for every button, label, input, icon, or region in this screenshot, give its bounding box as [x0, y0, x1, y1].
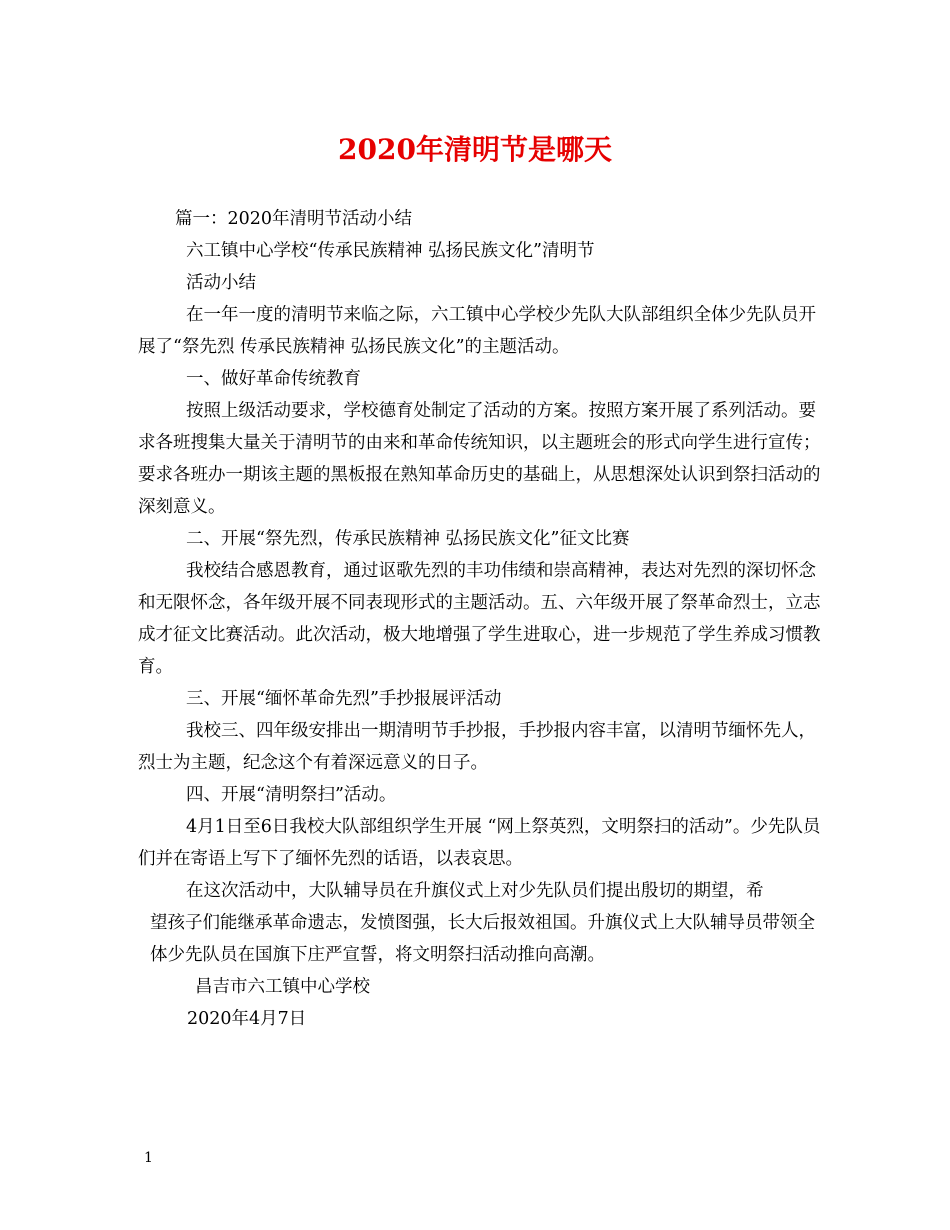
report-title-line: 活动小结: [186, 273, 256, 293]
signature-date: 2020年4月7日: [187, 1009, 307, 1029]
body-paragraph: 我校三、四年级安排出一期清明节手抄报，手抄报内容丰富，以清明节缅怀先人，烈士为主题，纪念这个有着深远意义的日子。: [138, 721, 816, 773]
body-paragraph: 在一年一度的清明节来临之际，六工镇中心学校少先队大队部组织全体少先队员开展了“祭先烈 传承民族精神 弘扬民族文化”的主题活动。: [138, 305, 816, 357]
subheading: 二、开展“祭先烈，传承民族精神 弘扬民族文化”征文比赛: [186, 529, 630, 549]
report-title-line: 六工镇中心学校“传承民族精神 弘扬民族文化”清明节: [186, 241, 595, 261]
body-paragraph: 我校结合感恩教育，通过讴歌先烈的丰功伟绩和崇高精神，表达对先烈的深切怀念和无限怀念，各年级开展不同表现形式的主题活动。五、六年级开展了祭革命烈士，立志成才征文比赛活动。此次活动，极大地增强了学生进取心，进一步规范了学生养成习惯教育。: [138, 561, 821, 677]
subheading: 三、开展“缅怀革命先烈”手抄报展评活动: [186, 689, 502, 709]
signature-school: 昌吉市六工镇中心学校: [195, 977, 370, 997]
section-heading: 篇一：2020年清明节活动小结: [175, 209, 413, 229]
body-paragraph: 在这次活动中，大队辅导员在升旗仪式上对少先队员们提出殷切的期望，希: [186, 881, 764, 901]
body-paragraph: 按照上级活动要求，学校德育处制定了活动的方案。按照方案开展了系列活动。要求各班搜集大量关于清明节的由来和革命传统知识，以主题班会的形式向学生进行宣传；要求各班办一期该主题的黑板报在熟知革命历史的基础上，从思想深处认识到祭扫活动的深刻意义。: [138, 401, 821, 517]
document-body: [138, 203, 828, 1035]
document-title: 2020年清明节是哪天: [338, 133, 612, 166]
body-paragraph: 望孩子们能继承革命遗志，发愤图强，长大后报效祖国。升旗仪式上大队辅导员带领全体少先队员在国旗下庄严宣誓，将文明祭扫活动推向高潮。: [150, 913, 815, 965]
subheading: 一、做好革命传统教育: [186, 369, 361, 389]
body-paragraph: 4月1日至6日我校大队部组织学生开展 “网上祭英烈，文明祭扫的活动”。少先队员们并在寄语上写下了缅怀先烈的话语，以表哀思。: [138, 817, 821, 869]
page-number: 1: [144, 1150, 153, 1166]
subheading: 四、开展“清明祭扫”活动。: [186, 785, 397, 805]
